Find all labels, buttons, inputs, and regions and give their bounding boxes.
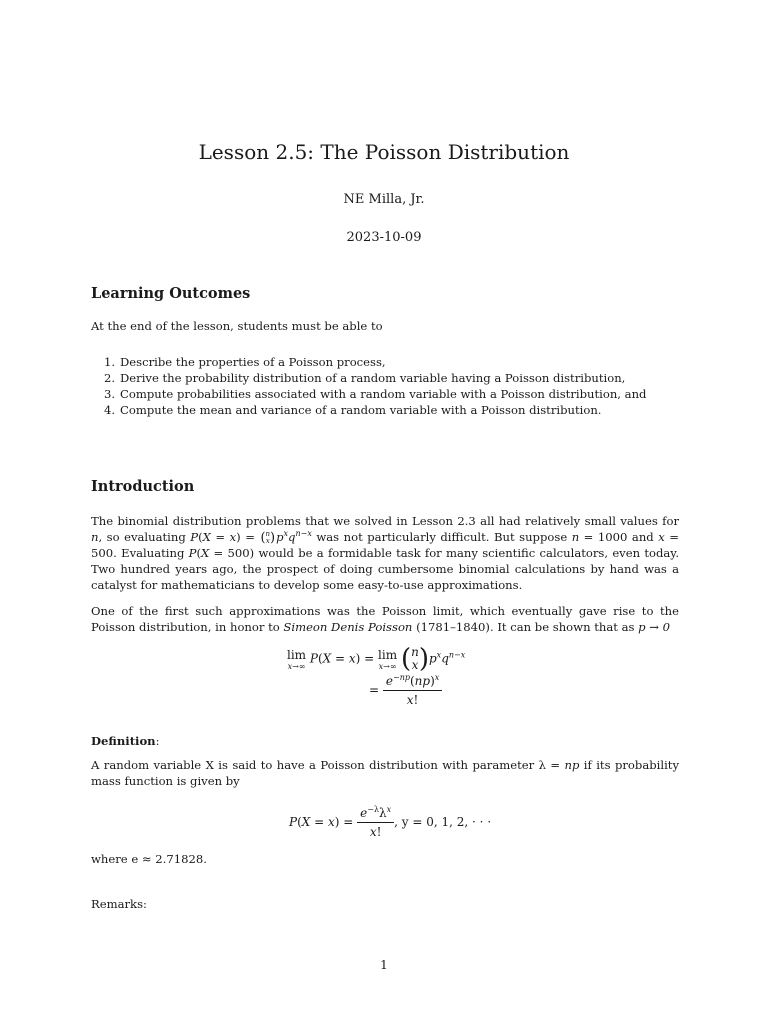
introduction-paragraph-1: The binomial distribution problems that we solved in Lesson 2.3 all had relatively small values for n, so evaluating P(X = x) = (n $x)p^xq^{n-x}$ was not particularly difficult. But suppose n = 1000 and x = 500. Evaluating P(X = 500) would be a formidable task for many scientific calculators, even today. Two hundred years ago, the prospect of doing cumbersome binomial calculations by hand was a catalyst for mathematicians to develop some easy-to-use approximations. — [91, 514, 680, 592]
list-item: 2. Derive the probability distribution of a random variable having a Poisson distribution, — [104, 371, 626, 385]
poisson-pmf-equation: P(X = x) = $\frac{e^{-\lambda}\lambda^x}{x!}$ , y = 0, 1, 2, · · · — [289, 805, 492, 839]
euler-number-note: where e ≈ 2.71828. — [91, 852, 207, 866]
definition-text: A random variable X is said to have a Poisson distribution with parameter λ = np if its probability mass function is given by — [91, 758, 679, 788]
document-date: 2023-10-09 — [346, 230, 422, 245]
introduction-paragraph-2: One of the first such approximations was the Poisson limit, which eventually gave rise to the Poisson distribution, in honor to Simeon Denis Poisson (1781–1840). It can be shown that as p → 0 — [91, 604, 679, 634]
list-item: 4. Compute the mean and variance of a random variable with a Poisson distribution. — [104, 403, 602, 417]
learning-outcomes-heading: Learning Outcomes — [91, 285, 251, 302]
document-author: NE Milla, Jr. — [343, 192, 425, 207]
document-title: Lesson 2.5: The Poisson Distribution — [198, 140, 570, 164]
poisson-limit-equation: lim x→∞ P(X = x) = lim x→∞ (n $x)p^xq^{n-x}$ = $\frac{e^{-np}(np)^x}{x!}$ — [287, 644, 466, 707]
learning-outcomes-intro: At the end of the lesson, students must be able to — [91, 319, 383, 333]
list-item: 3. Compute probabilities associated with a random variable with a Poisson distribution, and — [104, 387, 647, 401]
learning-outcomes-list — [104, 354, 646, 418]
introduction-heading: Introduction — [91, 478, 195, 495]
binomial-coefficient: (n x) — [260, 530, 276, 546]
page-number: 1 — [380, 958, 388, 972]
definition-label: Definition: — [91, 734, 160, 748]
remarks-label: Remarks: — [91, 897, 147, 911]
list-item: 1. Describe the properties of a Poisson process, — [104, 355, 386, 369]
